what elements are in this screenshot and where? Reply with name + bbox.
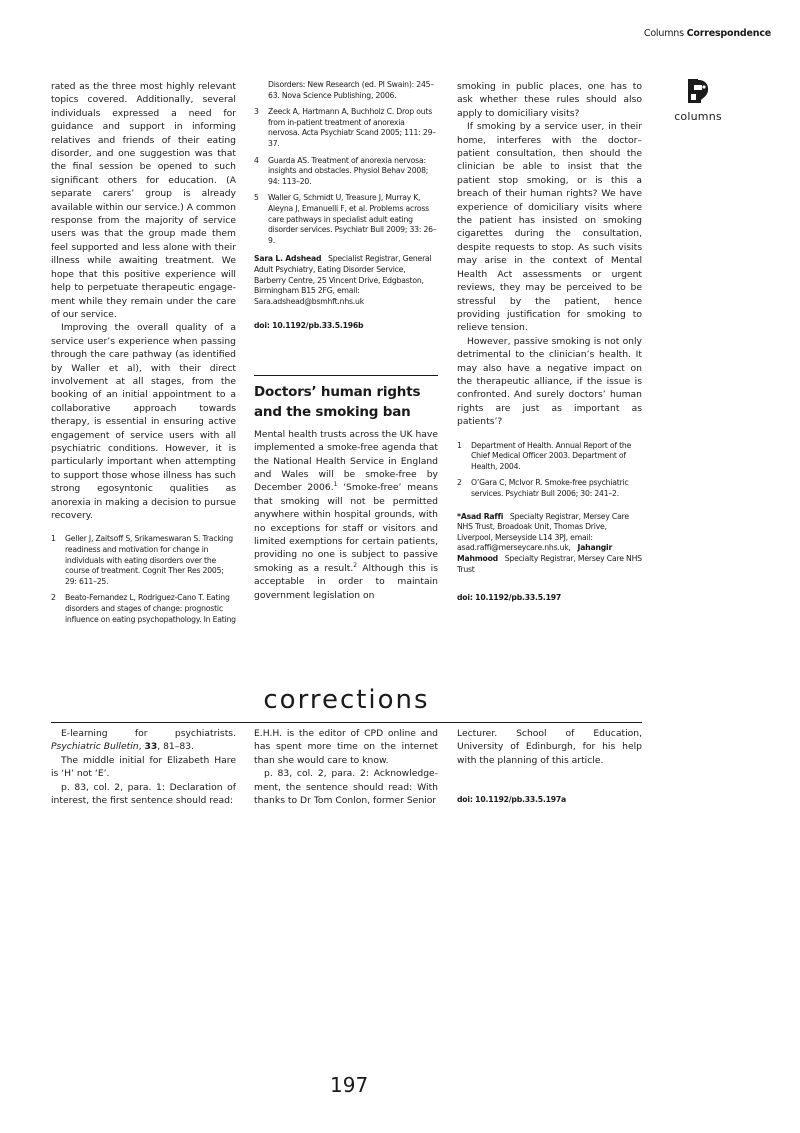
author-affiliation bbox=[457, 512, 642, 576]
column-3 bbox=[457, 80, 642, 605]
reference-list bbox=[457, 441, 642, 500]
corrections-rule bbox=[51, 722, 642, 723]
columns-label: columns bbox=[674, 110, 722, 123]
doi: doi: 10.1192/pb.33.5.197a bbox=[457, 795, 567, 805]
header-section: Columns bbox=[643, 28, 684, 39]
author-affiliation bbox=[254, 254, 438, 307]
affiliation-text: Specialty Registrar, Mersey Care NHS Trust bbox=[457, 553, 642, 574]
column-2 bbox=[254, 80, 438, 602]
reference-item: 1 Geller J, Zaitsoff S, Srikameswaran S. Tracking readiness and motivation for change in individuals with eating disorders over the course of treatment. Cognit Ther Res 2005; 29: 611–25. bbox=[51, 534, 233, 586]
paragraph: E-learning for psychiatrists. Psychiatric Bulletin, 33, 81–83. bbox=[51, 728, 236, 753]
author-name: *Asad Raffi bbox=[457, 511, 504, 521]
columns-logo-icon bbox=[685, 76, 711, 106]
affiliation-text: Specialty Registrar, Mersey Care NHS Trust, Broadoak Unit, Thomas Drive, Liverpool, Merseyside L14 3PJ, email: asad.raffi@merseycare.nhs.uk, bbox=[457, 511, 629, 553]
paragraph: smoking in public places, one has to ask whether these rules should also apply to domiciliary visits? bbox=[457, 81, 642, 119]
reference-item: 4 Guarda AS. Treatment of anorexia nervosa: insights and obstacles. Physiol Behav 2008; 94: 113–20. bbox=[254, 155, 429, 186]
reference-list bbox=[51, 534, 236, 625]
reference-item: 3 Zeeck A, Hartmann A, Buchholz C. Drop outs from in-patient treatment of anorexia nervosa. Acta Psychiatr Scand 2005; 111: 29–37. bbox=[254, 107, 436, 148]
corrections-heading: corrections bbox=[263, 685, 430, 715]
affiliation-text: Specialist Registrar, General Adult Psychiatry, Eating Disorder Service, Barberry Centre, 25 Vincent Drive, Edgbaston, Birmingham B15 2FG, email: Sara.adshead@bsmhft.nhs.uk bbox=[254, 254, 432, 306]
reference-list bbox=[254, 80, 438, 246]
reference-item: 5 Waller G, Schmidt U, Treasure J, Murray K, Aleyna J, Emanuelli F, et al. Problems across care pathways in specialist adult eating disorder services. Psychiatr Bull 2009; 33: 26–9. bbox=[254, 193, 437, 245]
paragraph: E.H.H. is the editor of CPD online and has spent more time on the internet than she would care to know. bbox=[254, 728, 438, 766]
paragraph: p. 83, col. 2, para. 1: Declaration of interest, the first sentence should read: bbox=[51, 781, 236, 807]
corrections-column-1 bbox=[51, 727, 236, 807]
doi: doi: 10.1192/pb.33.5.197 bbox=[457, 593, 562, 603]
column-1 bbox=[51, 80, 236, 631]
paragraph: rated as the three most highly relevant topics covered. Additionally, several individuals expressed a need for guidance and support in informing relatives and friends of their eating disorder, and one suggestion was that the final session be opened to such significant others for education. (A separate carers’ group is already available within our service.) A common response from the majority of service users was that the group made them feel supported and less alone with their illness while awaiting treatment. We hope that this positive experience will help to perpetuate therapeutic engage-ment while they remain under the care of our service. bbox=[51, 81, 236, 320]
page-number: 197 bbox=[330, 1073, 369, 1097]
doi: doi: 10.1192/pb.33.5.196b bbox=[254, 321, 364, 331]
author-name: Sara L. Adshead bbox=[254, 254, 322, 264]
paragraph: Lecturer. School of Education, University of Edinburgh, for his help with the planning of this article. bbox=[457, 728, 642, 766]
corrections-column-2 bbox=[254, 727, 438, 807]
reference-item: 2 Beato-Fernandez L, Rodriguez-Cano T. Eating disorders and stages of change: prognostic influence on eating psychopathology. In Eating bbox=[51, 593, 236, 624]
paragraph: If smoking by a service user, in their home, interferes with the doctor–patient consultation, then should the clinician be able to insist that the patient stop smoking, or is this a breach of their human rights? We have experience of domiciliary visits where the patient has insisted on smoking cigarettes during the consultation, despite requests to stop. As such visits may arise in the context of Mental Health Act assessments or urgent reviews, they may be perceived to be stressful by the patient, hence providing justification for smoking to relieve tension. bbox=[457, 121, 642, 334]
reference-item: 2 O’Gara C, McIvor R. Smoke-free psychiatric services. Psychiatr Bull 2006; 30: 241–2. bbox=[457, 478, 629, 498]
paragraph: Mental health trusts across the UK have implemented a smoke-free agenda that the National Health Service in England and Wales will be smoke-free by December 2006.$^1$ ‘Smoke-free’ means that smoking will not be permitted anywhere within hospital grounds, with no exceptions for staff or visitors and limited exemptions for certain patients, providing no one is subject to passive smoking as a result.$^2$ Although this is acceptable in order to maintain government legislation on bbox=[254, 428, 439, 601]
article-title: Doctors’ human rights and the smoking ban bbox=[254, 383, 421, 420]
paragraph: p. 83, col. 2, para. 2: Acknowledge-ment, the sentence should read: With thanks to Dr Tom Conlon, former Senior bbox=[254, 768, 438, 807]
running-header bbox=[644, 28, 771, 39]
author-name: Jahangir Mahmood bbox=[457, 543, 613, 563]
section-rule bbox=[254, 375, 438, 376]
paragraph: The middle initial for Elizabeth Hare is ‘H’ not ‘E’. bbox=[51, 754, 236, 780]
header-subsection: Correspondence bbox=[686, 28, 771, 39]
reference-item: Disorders: New Research (ed. PI Swain): 245–63. Nova Science Publishing, 2006. bbox=[268, 80, 434, 100]
reference-item: 1 Department of Health. Annual Report of the Chief Medical Officer 2003. Department of Health, 2004. bbox=[457, 440, 632, 471]
corrections-column-3 bbox=[457, 727, 642, 807]
columns-badge bbox=[672, 76, 724, 123]
paragraph: However, passive smoking is not only detrimental to the clinician’s health. It may also have a negative impact on the therapeutic alliance, if the issue is confronted. And surely doctors’ human rights are just as important as patients’? bbox=[457, 335, 642, 428]
paragraph: Improving the overall quality of a service user’s experience when passing through the care pathway (as identified by Waller et al), with their direct involvement at all stages, from the booking of an initial appointment to a collaborative approach towards therapy, is essential in ensuring active engagement of service users with all psychiatric conditions. However, it is particularly important when attempting to support those whose illness has such strong egosyntonic qualities as anorexia in making a decision to pursue recovery. bbox=[51, 322, 236, 521]
